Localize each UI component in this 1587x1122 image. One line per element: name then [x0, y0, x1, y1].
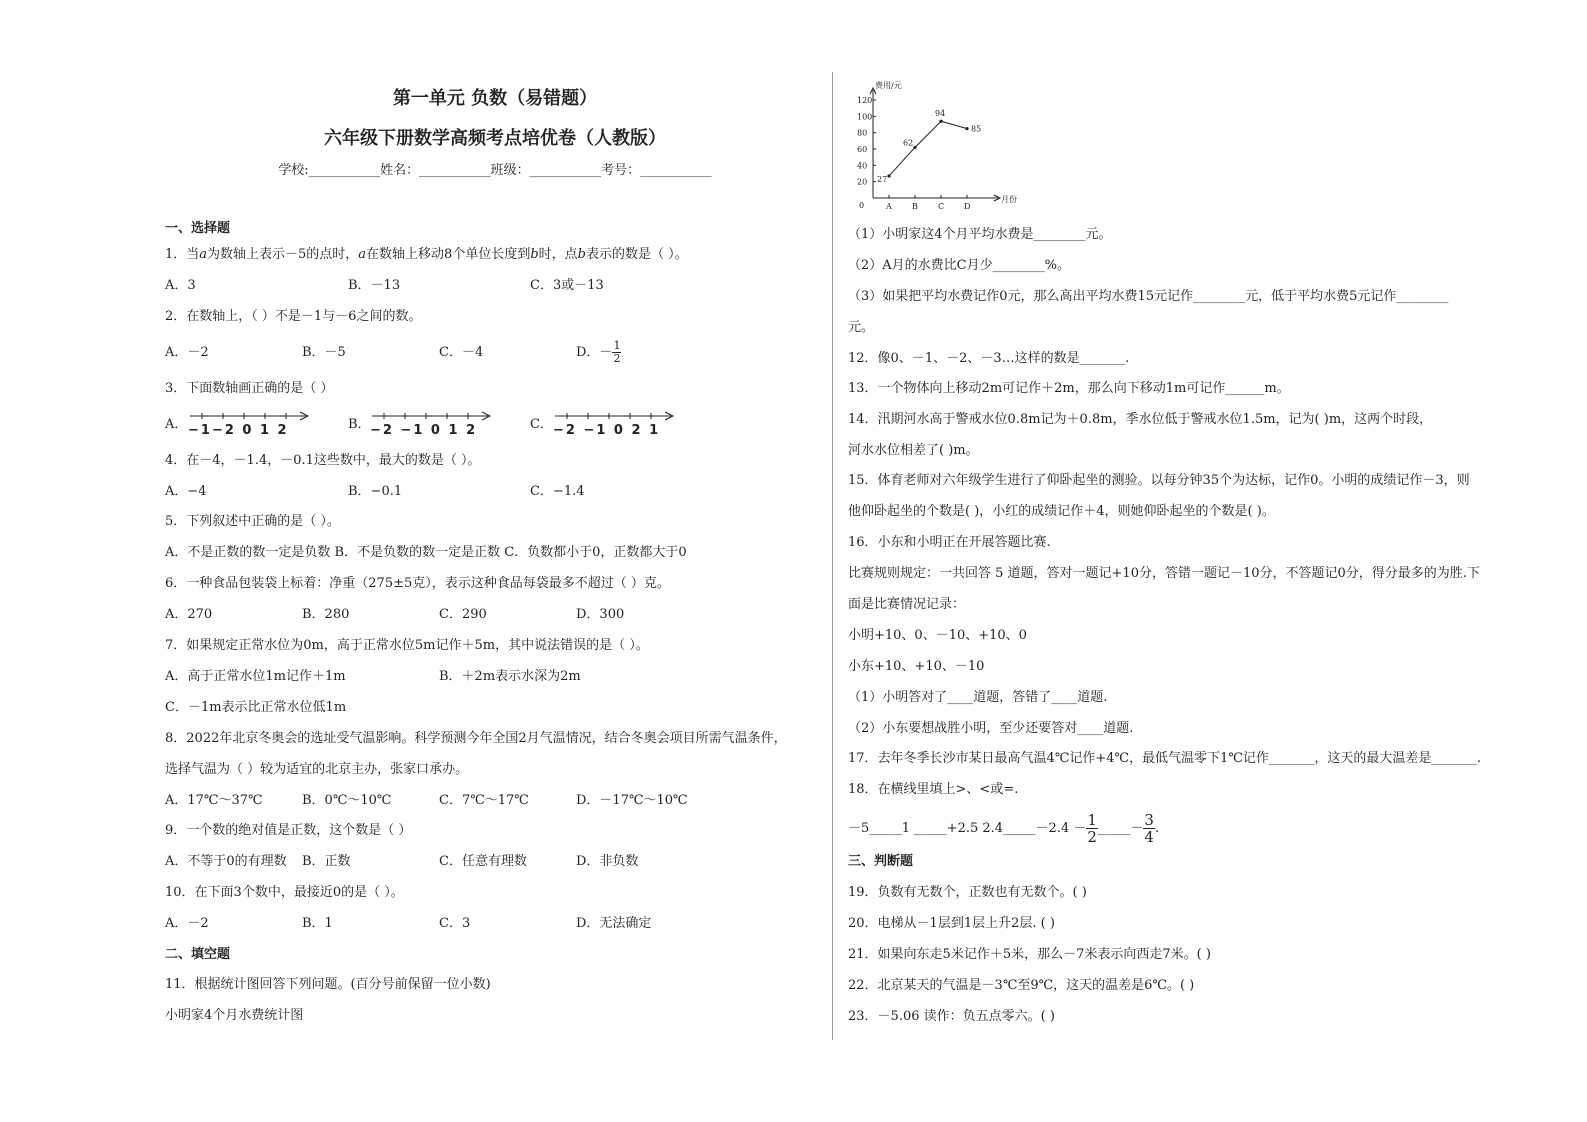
q7-option-b: B．＋2m表示水深为2m [439, 669, 581, 684]
water-fee-line-chart [848, 76, 1028, 216]
chart-data-label: 27 [877, 174, 888, 184]
q4-option-c: C．−1.4 [530, 484, 585, 499]
chart-y-label: 费用/元 [875, 81, 902, 90]
question-22: 22．北京某天的气温是－3℃至9℃，这天的温差是6℃。( ) [848, 978, 1195, 993]
question-23: 23．－5.06 读作：负五点零六。( ) [848, 1009, 1055, 1024]
q2-option-b: B．－5 [302, 345, 346, 360]
chart-y-tick-label: 0 [859, 201, 865, 210]
section-fill-heading: 二、填空题 [165, 947, 231, 962]
q3-labels-a: −1−2 0 1 2 [188, 423, 289, 438]
question-11: 11．根据统计图回答下列问题。(百分号前保留一位小数) [165, 977, 491, 992]
question-5: 5．下列叙述中正确的是（ ）。 [165, 514, 340, 529]
q1-option-c: C．3或－13 [530, 278, 604, 293]
chart-point [939, 120, 942, 123]
question-13: 13．一个物体向上移动2m可记作＋2m，那么向下移动1m可记作______m。 [848, 381, 1290, 396]
q16-part-2: （2）小东要想战胜小明，至少还要答对____道题. [848, 721, 1134, 736]
q3-number-line-b [370, 410, 494, 422]
question-17: 17．去年冬季长沙市某日最高气温4℃记作+4℃，最低气温零下1℃记作_______，这天的最大温差是_______. [848, 751, 1482, 766]
q6-option-b: B．280 [302, 607, 350, 622]
question-8-line-1: 8．2022年北京冬奥会的选址受气温影响。科学预测今年全国2月气温情况，结合冬奥会项目所需气温条件， [165, 731, 787, 746]
q16-part-1: （1）小明答对了____道题，答错了____道题. [848, 690, 1108, 705]
page-subtitle: 六年级下册数学高频考点培优卷（人教版） [324, 128, 666, 149]
section-judge-heading: 三、判断题 [848, 854, 914, 869]
q3-labels-c: −2 −1 0 2 1 [553, 423, 661, 438]
chart-x-label: 月份 [1001, 195, 1017, 204]
q11-part-3: （3）如果把平均水费记作0元，那么高出平均水费15元记作________元，低于平均水费5元记作________ [848, 289, 1449, 304]
question-7: 7．如果规定正常水位为0m，高于正常水位5m记作＋5m，其中说法错误的是（ ）。 [165, 638, 649, 653]
chart-series-line [889, 121, 967, 176]
question-2: 2．在数轴上，（ ）不是－1与－6之间的数。 [165, 309, 422, 324]
q3-labels-b: −2 −1 0 1 2 [370, 423, 478, 438]
q16-xiaoming-record: 小明+10、0、－10、+10、0 [848, 628, 1027, 643]
q8-option-b: B．0℃～10℃ [302, 793, 392, 808]
q18-comparisons: －5_____1 _____+2.5 2.4_____－2.4 － $\frac{1}{2}$ _____－ $\frac{3}{4}$ . [848, 811, 1160, 846]
question-14-line-1: 14．汛期河水高于警戒水位0.8m记为＋0.8m，季水位低于警戒水位1.5m，记为( )m，这两个时段， [848, 412, 1433, 427]
q7-option-c: C．－1m表示比正常水位低1m [165, 700, 347, 715]
question-15-line-1: 15．体育老师对六年级学生进行了仰卧起坐的测验。以每分钟35个为达标，记作0。小明的成绩记作－3，则 [848, 473, 1470, 488]
q7-option-a: A．高于正常水位1m记作＋1m [165, 669, 346, 684]
question-19: 19．负数有无数个，正数也有无数个。( ) [848, 885, 1087, 900]
q2-option-a: A．－2 [165, 345, 209, 360]
q3-option-c: C． [530, 417, 553, 432]
q10-option-c: C．3 [439, 916, 471, 931]
question-18: 18．在横线里填上>、<或=. [848, 782, 1019, 797]
q18-fraction-three-quarters: $\frac{3}{4}$ [1144, 811, 1154, 846]
chart-caption: 小明家4个月水费统计图 [165, 1008, 304, 1023]
q10-option-d: D．无法确定 [576, 916, 652, 931]
chart-point [913, 146, 916, 149]
q8-option-a: A．17℃～37℃ [165, 793, 263, 808]
chart-point [887, 174, 890, 177]
chart-y-tick-label: 100 [857, 112, 873, 122]
q6-option-c: C．290 [439, 607, 487, 622]
q11-part-2: （2）A月的水费比C月少________%。 [848, 258, 1070, 273]
chart-y-tick-label: 80 [857, 128, 868, 138]
q10-option-b: B．1 [302, 916, 333, 931]
chart-data-label: 94 [935, 109, 946, 119]
chart-y-tick-label: 120 [857, 96, 873, 105]
q1-option-b: B．－13 [348, 278, 401, 293]
student-info-line: 学校:___________姓名：___________班级：___________考号：___________ [278, 163, 712, 178]
chart-x-tick-label: B [912, 202, 918, 211]
q4-option-b: B．−0.1 [348, 484, 403, 499]
chart-x-tick-label: C [938, 202, 945, 211]
q2-fraction: $\frac{1}{2}$ [613, 339, 621, 365]
column-divider [832, 72, 833, 1040]
question-15-line-2: 他仰卧起坐的个数是( )，小红的成绩记作＋4，则她仰卧起坐的个数是( )。 [848, 504, 1275, 519]
page-title: 第一单元 负数（易错题） [392, 88, 598, 109]
chart-data-label: 85 [971, 124, 982, 134]
q8-option-c: C．7℃～17℃ [439, 793, 529, 808]
q3-option-b: B． [348, 417, 371, 432]
chart-y-tick-label: 40 [857, 161, 868, 171]
question-1: 1．当𝑎为数轴上表示－5的点时，𝑎在数轴上移动8个单位长度到𝑏时，点𝑏表示的数是（ ）。 [165, 247, 688, 262]
q4-option-a: A．−4 [165, 484, 207, 499]
section-choice-heading: 一、选择题 [165, 221, 231, 236]
q11-part-1: （1）小明家这4个月平均水费是________元。 [848, 227, 1112, 242]
chart-point [965, 127, 968, 130]
question-10: 10．在下面3个数中，最接近0的是（ ）。 [165, 885, 404, 900]
q16-xiaodong-record: 小东+10、+10、－10 [848, 659, 985, 674]
question-21: 21．如果向东走5米记作＋5米，那么－7米表示向西走7米。( ) [848, 947, 1211, 962]
question-9: 9．一个数的绝对值是正数，这个数是（ ） [165, 823, 412, 838]
question-12: 12．像0、－1、－2、－3…这样的数是_______. [848, 351, 1130, 366]
question-4: 4．在－4，－1.4，－0.1这些数中，最大的数是（ ）。 [165, 453, 481, 468]
q6-option-a: A．270 [165, 607, 213, 622]
q18-fraction-half: $\frac{1}{2}$ [1087, 811, 1097, 846]
q9-option-c: C．任意有理数 [439, 854, 527, 869]
q6-option-d: D．300 [576, 607, 625, 622]
q1-option-a: A．3 [165, 278, 196, 293]
q9-option-b: B．正数 [302, 854, 351, 869]
q9-option-d: D．非负数 [576, 854, 639, 869]
chart-y-tick-label: 20 [857, 177, 868, 187]
chart-x-tick-label: D [964, 202, 971, 211]
question-16: 16．小东和小明正在开展答题比赛. [848, 535, 1051, 550]
chart-data-label: 62 [903, 138, 914, 148]
question-6: 6．一种食品包装袋上标着：净重（275±5克），表示这种食品每袋最多不超过（ ）克。 [165, 576, 670, 591]
q16-rules-line-2: 面是比赛情况记录： [848, 597, 966, 612]
q3-number-line-a [188, 410, 312, 422]
q5-options: A．不是正数的数一定是负数 B．不是负数的数一定是正数 C．负数都小于0，正数都大于0 [165, 545, 687, 560]
q2-option-c: C．－4 [439, 345, 484, 360]
chart-y-tick-label: 60 [857, 145, 868, 154]
question-8-line-2: 选择气温为（ ）较为适宜的北京主办，张家口承办。 [165, 762, 469, 777]
question-20: 20．电梯从－1层到1层上升2层. ( ) [848, 916, 1055, 931]
q3-option-a: A． [165, 417, 188, 432]
chart-x-tick-label: A [886, 202, 892, 211]
q8-option-d: D．－17℃～10℃ [576, 793, 688, 808]
q16-rules-line-1: 比赛规则规定：一共回答 5 道题，答对一题记+10分，答错一题记－10分，不答题记0分，得分最多的为胜.下 [848, 566, 1480, 581]
question-14-line-2: 河水水位相差了( )m。 [848, 443, 979, 458]
question-3: 3．下面数轴画正确的是（ ） [165, 381, 334, 396]
q3-number-line-c [553, 410, 677, 422]
q10-option-a: A．－2 [165, 916, 209, 931]
q2-option-d: D．－ $\frac{1}{2}$ [576, 339, 621, 365]
q9-option-a: A．不等于0的有理数 [165, 854, 287, 869]
q11-part-3-cont: 元。 [848, 320, 875, 335]
